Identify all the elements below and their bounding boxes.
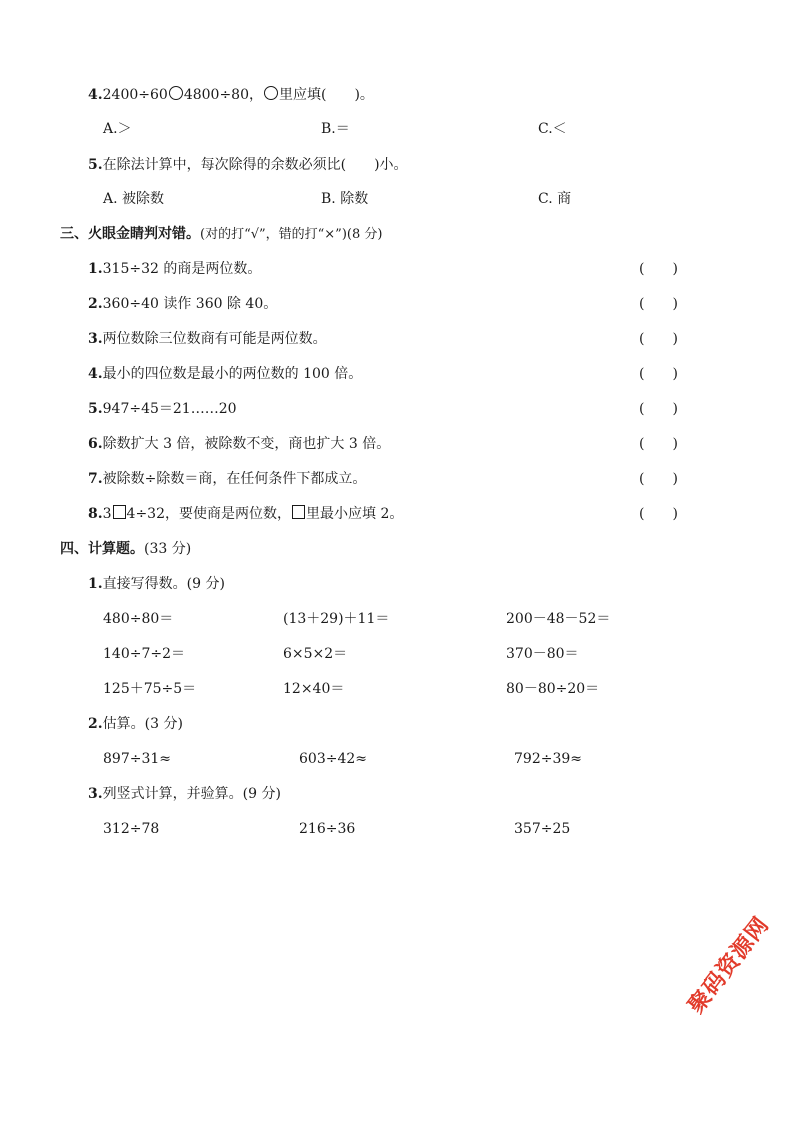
question-5	[88, 155, 408, 175]
section-title: 四、计算题。	[60, 541, 144, 557]
option-c: C.＜	[538, 121, 567, 137]
section-score: (33 分)	[144, 541, 192, 557]
question-number: 5.	[88, 157, 103, 173]
item-text: 315÷32 的商是两位数。	[102, 261, 262, 277]
judge-item	[88, 364, 362, 384]
question-number: 4.	[88, 87, 103, 103]
calc-item: (13＋29)＋11＝	[283, 611, 390, 627]
item-text: 里最小应填 2。	[306, 506, 404, 522]
judge-item	[88, 399, 237, 419]
subsection-2-title	[88, 714, 183, 734]
square-box-icon	[113, 505, 126, 519]
item-text: 两位数除三位数商有可能是两位数。	[102, 331, 327, 347]
question-text: 里应填( )。	[279, 87, 374, 103]
calc-item: 200－48－52＝	[506, 611, 611, 627]
subsection-score: (3 分)	[144, 716, 183, 732]
subsection-1-title	[88, 574, 225, 594]
square-box-icon	[292, 505, 305, 519]
item-text: 3	[102, 506, 112, 522]
item-number: 1.	[88, 576, 103, 592]
option-c: C. 商	[538, 191, 572, 207]
item-number: 4.	[88, 366, 103, 382]
watermark-logo: 聚码资源网	[683, 912, 775, 1019]
item-number: 2.	[88, 716, 103, 732]
item-number: 3.	[88, 331, 103, 347]
item-number: 6.	[88, 436, 103, 452]
judge-item	[88, 504, 403, 524]
section-4-heading	[60, 539, 191, 559]
circle-icon	[169, 86, 183, 100]
answer-paren[interactable]: ( )	[639, 331, 678, 347]
subsection-3-title	[88, 784, 281, 804]
judge-item	[88, 329, 327, 349]
answer-paren[interactable]: ( )	[639, 401, 678, 417]
question-4	[88, 85, 374, 105]
section-title: 三、火眼金睛判对错。	[60, 226, 200, 242]
section-note: (对的打“√”，错的打“×”)(8 分)	[200, 227, 383, 242]
subsection-title: 列竖式计算，并验算。	[102, 786, 243, 802]
calc-item: 125＋75÷5＝	[103, 681, 197, 697]
item-number: 5.	[88, 401, 103, 417]
section-3-heading	[60, 224, 382, 245]
answer-paren[interactable]: ( )	[639, 261, 678, 277]
subsection-title: 直接写得数。	[102, 576, 187, 592]
subsection-score: (9 分)	[242, 786, 281, 802]
expr-right: 4800÷80，	[183, 87, 263, 103]
item-text: 360÷40 读作 360 除 40。	[102, 296, 278, 312]
subsection-score: (9 分)	[186, 576, 225, 592]
calc-item: 80－80÷20＝	[506, 681, 600, 697]
judge-item	[88, 294, 277, 314]
item-text: 947÷45＝21……20	[102, 401, 237, 417]
judge-item	[88, 469, 366, 489]
calc-item: 480÷80＝	[103, 611, 174, 627]
item-number: 8.	[88, 506, 103, 522]
expr-left: 2400÷60	[102, 87, 168, 103]
item-text: 被除数÷除数＝商，在任何条件下都成立。	[102, 471, 367, 487]
answer-paren[interactable]: ( )	[639, 366, 678, 382]
judge-item	[88, 434, 390, 454]
estimate-item: 603÷42≈	[299, 751, 367, 767]
item-text: 除数扩大 3 倍，被除数不变，商也扩大 3 倍。	[102, 436, 391, 452]
estimate-item: 792÷39≈	[514, 751, 582, 767]
vertical-calc-item: 216÷36	[299, 821, 356, 837]
option-a: A.＞	[103, 121, 132, 137]
answer-paren[interactable]: ( )	[639, 471, 678, 487]
judge-item	[88, 259, 261, 279]
question-text: 在除法计算中，每次除得的余数必须比( )小。	[102, 157, 408, 173]
vertical-calc-item: 312÷78	[103, 821, 160, 837]
calc-item: 6×5×2＝	[283, 646, 348, 662]
calc-item: 12×40＝	[283, 681, 345, 697]
vertical-calc-item: 357÷25	[514, 821, 571, 837]
answer-paren[interactable]: ( )	[639, 506, 678, 522]
calc-item: 140÷7÷2＝	[103, 646, 185, 662]
item-text: 最小的四位数是最小的两位数的 100 倍。	[102, 366, 363, 382]
circle-icon	[264, 86, 278, 100]
item-text: 4÷32，要使商是两位数，	[126, 506, 291, 522]
item-number: 7.	[88, 471, 103, 487]
subsection-title: 估算。	[102, 716, 145, 732]
answer-paren[interactable]: ( )	[639, 296, 678, 312]
answer-paren[interactable]: ( )	[639, 436, 678, 452]
option-b: B.＝	[321, 121, 350, 137]
calc-item: 370－80＝	[506, 646, 579, 662]
estimate-item: 897÷31≈	[103, 751, 171, 767]
item-number: 3.	[88, 786, 103, 802]
option-a: A. 被除数	[103, 191, 165, 207]
option-b: B. 除数	[321, 191, 369, 207]
item-number: 1.	[88, 261, 103, 277]
item-number: 2.	[88, 296, 103, 312]
